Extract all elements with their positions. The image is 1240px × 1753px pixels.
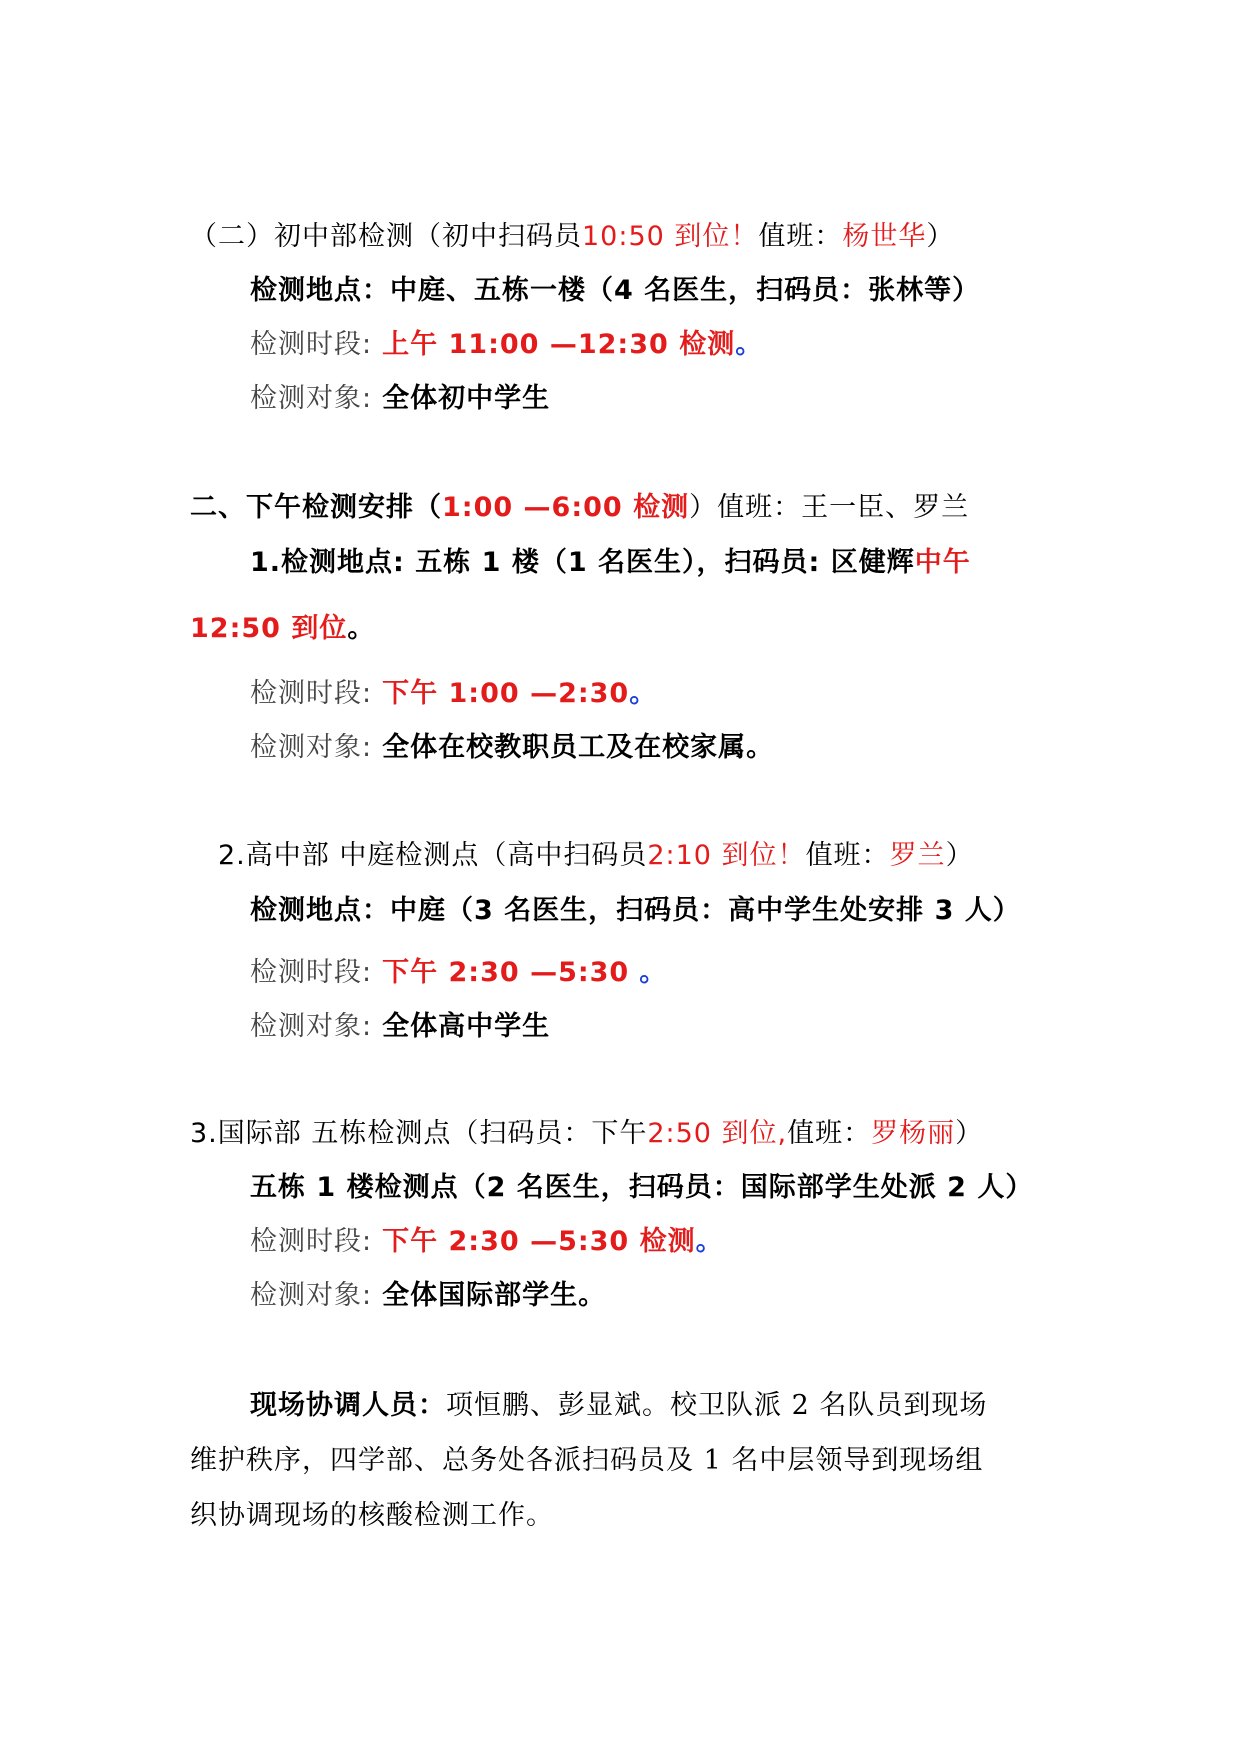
s1-title-text: （二）初中部检测（初中扫码员 <box>190 221 582 252</box>
s4-title-text: 3.国际部 五栋检测点（扫码员：下午 <box>190 1118 648 1149</box>
s1-title-end: ） <box>926 221 955 252</box>
coord-line-1 <box>250 1388 987 1424</box>
s3-period: 。 <box>639 957 668 988</box>
s3-object-label: 检测对象: <box>250 1011 373 1042</box>
s1-time-row <box>250 327 763 363</box>
s3-title-text: 2.高中部 中庭检测点（高中扫码员 <box>218 840 648 871</box>
s2-period-black: 。 <box>347 613 376 644</box>
s1-object-row <box>250 381 550 417</box>
s2-time-value: 下午 1:00 —2:30 <box>382 678 630 709</box>
s2-object-value: 全体在校教职员工及在校家属。 <box>382 732 775 763</box>
s2-period: 。 <box>629 678 658 709</box>
coord-line-2: 维护秩序，四学部、总务处各派扫码员及 1 名中层领导到现场组 <box>190 1445 984 1476</box>
s1-time-value: 上午 11:00 —12:30 检测 <box>382 329 736 360</box>
s4-object-value: 全体国际部学生。 <box>382 1280 607 1311</box>
s2-object-label: 检测对象: <box>250 732 373 763</box>
s2-arrival-time: 12:50 到位 <box>190 613 348 644</box>
s3-time-row <box>250 955 667 991</box>
s3-time-value: 下午 2:30 —5:30 <box>382 957 630 988</box>
s4-time-row <box>250 1224 724 1260</box>
s4-object-label: 检测对象: <box>250 1280 373 1311</box>
s1-location: 检测地点：中庭、五栋一楼（4 名医生，扫码员：张林等） <box>250 275 981 306</box>
s3-arrival-time: 2:10 到位！ <box>647 840 806 871</box>
s4-arrival-time: 2:50 到位, <box>647 1118 788 1149</box>
s3-object-value: 全体高中学生 <box>382 1011 551 1042</box>
s1-period: 。 <box>735 329 764 360</box>
s1-title <box>190 219 954 255</box>
s3-duty-name: 罗兰 <box>889 840 946 871</box>
s2-location <box>250 545 971 581</box>
s3-duty-label: 值班： <box>805 840 890 871</box>
s2-time-label: 检测时段: <box>250 678 373 709</box>
coord-line-3: 织协调现场的核酸检测工作。 <box>190 1500 554 1531</box>
s4-time-label: 检测时段: <box>250 1226 373 1257</box>
s2-time-range: 1:00 —6:00 检测 <box>442 492 690 523</box>
s1-time-label: 检测时段: <box>250 329 373 360</box>
s4-location: 五栋 1 楼检测点（2 名医生，扫码员：国际部学生处派 2 人） <box>250 1172 1034 1203</box>
s3-time-label: 检测时段: <box>250 957 373 988</box>
s2-title <box>190 490 969 526</box>
s4-title-end: ） <box>955 1118 984 1149</box>
s2-title-text: 二、下午检测安排（ <box>190 492 442 523</box>
s4-title <box>190 1116 983 1152</box>
s3-title-end: ） <box>945 840 974 871</box>
s4-duty-label: 值班： <box>787 1118 872 1149</box>
s3-object-row <box>250 1009 550 1045</box>
s2-location-text: 1.检测地点: 五栋 1 楼（1 名医生），扫码员: 区健辉 <box>250 547 915 578</box>
s2-noon: 中午 <box>914 547 971 578</box>
s1-arrival-time: 10:50 到位！ <box>582 221 759 252</box>
coord-text-1: 项恒鹏、彭显斌。校卫队派 2 名队员到现场 <box>446 1390 988 1421</box>
s1-duty-name: 杨世华 <box>842 221 927 252</box>
s3-title <box>218 838 974 874</box>
s1-duty-label: 值班： <box>758 221 843 252</box>
s1-object-label: 检测对象: <box>250 383 373 414</box>
s2-duty: ）值班：王一臣、罗兰 <box>689 492 970 523</box>
coord-label: 现场协调人员： <box>250 1390 446 1421</box>
s4-duty-name: 罗杨丽 <box>871 1118 956 1149</box>
s1-object-value: 全体初中学生 <box>382 383 551 414</box>
s2-time-row <box>250 676 657 712</box>
s2-object-row <box>250 730 774 766</box>
s4-object-row <box>250 1278 606 1314</box>
s4-period: 。 <box>695 1226 724 1257</box>
s3-location: 检测地点：中庭（3 名医生，扫码员：高中学生处安排 3 人） <box>250 895 1021 926</box>
s2-location-cont <box>190 611 375 647</box>
s4-time-value: 下午 2:30 —5:30 检测 <box>382 1226 696 1257</box>
